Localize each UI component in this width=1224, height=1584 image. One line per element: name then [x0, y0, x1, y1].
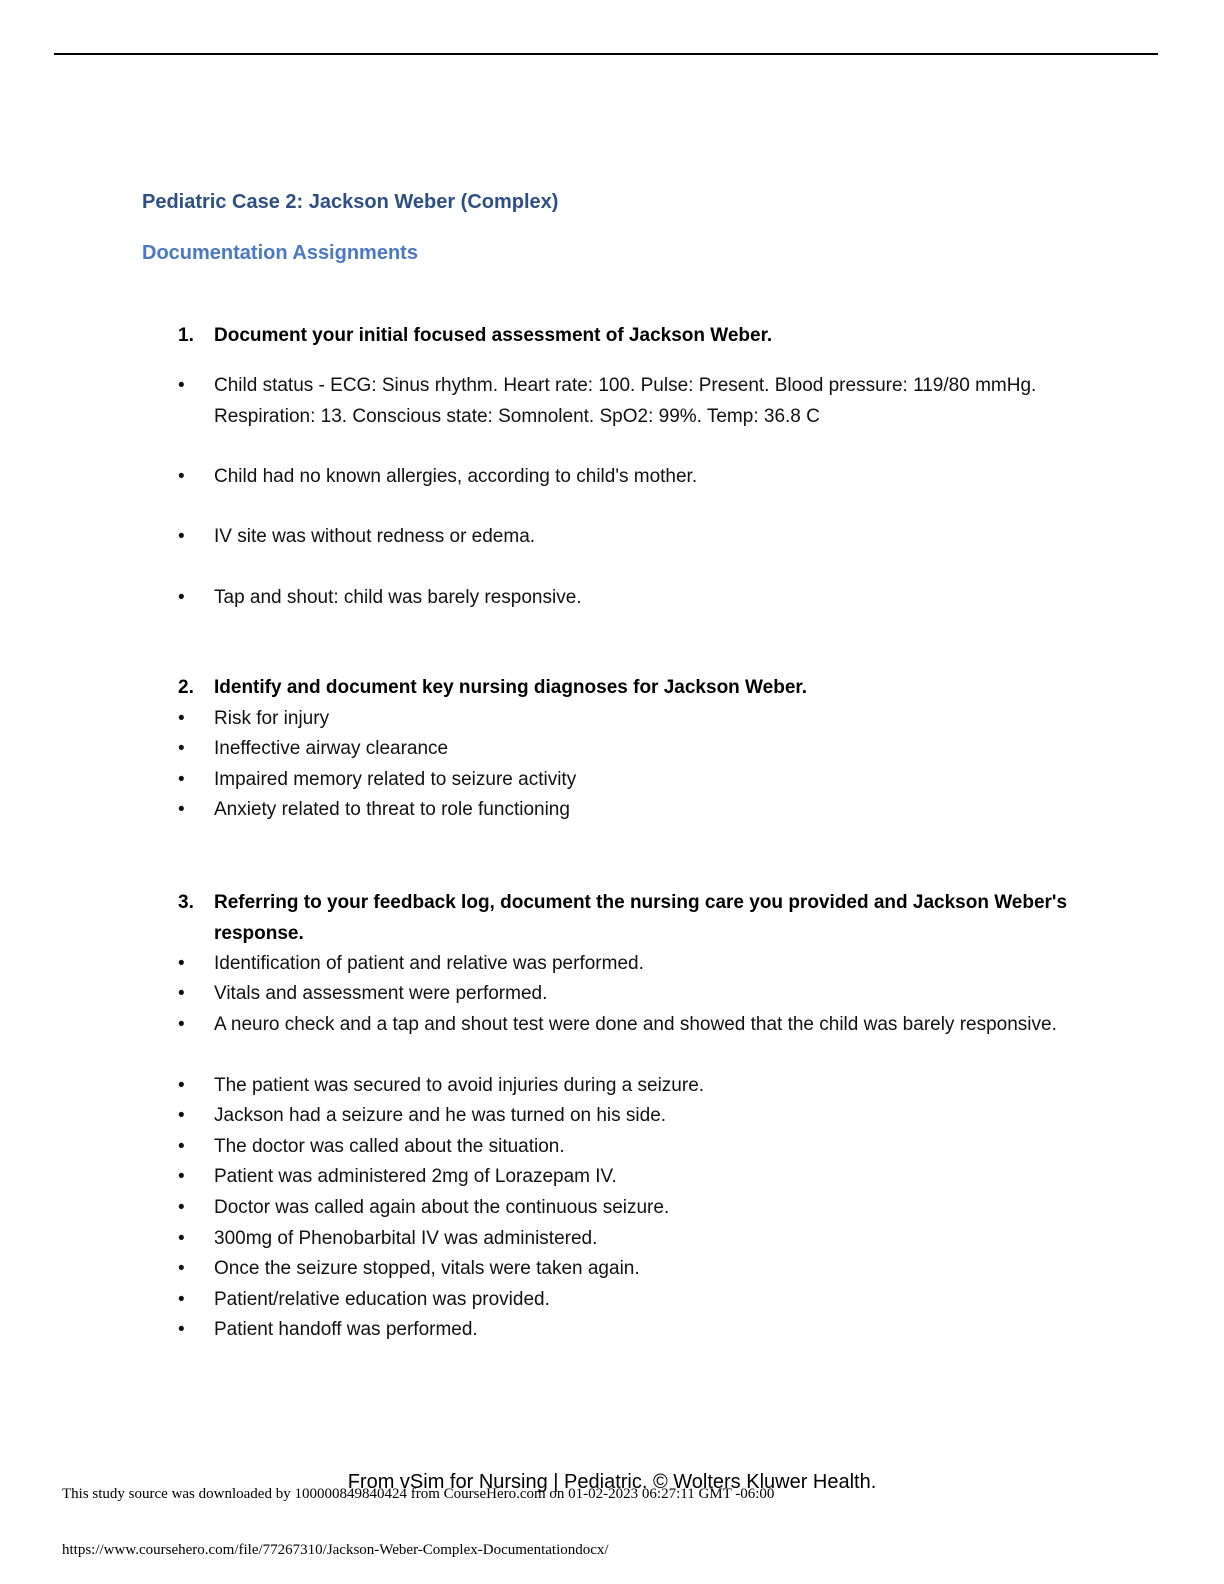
list-item: • The patient was secured to avoid injuries during a seizure. — [178, 1070, 1078, 1101]
bullet-icon: • — [178, 375, 185, 396]
question-number: 1. — [178, 325, 194, 346]
bullet-icon: • — [178, 953, 185, 974]
bullet-icon: • — [178, 587, 185, 608]
list-item: • Child had no known allergies, according to child's mother. — [178, 461, 1078, 492]
page-subtitle: Documentation Assignments — [142, 242, 418, 264]
header-rule — [54, 53, 1158, 55]
bullet-icon: • — [178, 799, 185, 820]
bullet-icon: • — [178, 1166, 185, 1187]
list-item: • Jackson had a seizure and he was turned on his side. — [178, 1100, 1078, 1131]
list-item: • Ineffective airway clearance — [178, 733, 1078, 764]
bullet-icon: • — [178, 738, 185, 759]
bullet-icon: • — [178, 983, 185, 1004]
question-1 — [178, 320, 1078, 351]
page-title: Pediatric Case 2: Jackson Weber (Complex) — [142, 191, 559, 213]
list-item: • Impaired memory related to seizure activity — [178, 764, 1078, 795]
bullet-icon: • — [178, 1228, 185, 1249]
bullet-icon: • — [178, 769, 185, 790]
list-item: • Risk for injury — [178, 703, 1078, 734]
list-item: • Doctor was called again about the continuous seizure. — [178, 1192, 1078, 1223]
footer-credit: From vSim for Nursing | Pediatric. © Wolters Kluwer Health. — [347, 1471, 877, 1493]
list-item: • Tap and shout: child was barely responsive. — [178, 582, 1078, 613]
question-text: Referring to your feedback log, document the nursing care you provided and Jackson Weber's response. — [214, 892, 1068, 944]
question-2 — [178, 672, 1078, 703]
bullet-icon: • — [178, 1289, 185, 1310]
question-text: Identify and document key nursing diagnoses for Jackson Weber. — [214, 677, 808, 698]
question-text: Document your initial focused assessment of Jackson Weber. — [214, 325, 773, 346]
question-3 — [178, 887, 1078, 949]
list-item: • The doctor was called about the situation. — [178, 1131, 1078, 1162]
list-item: • A neuro check and a tap and shout test were done and showed that the child was barely responsive. — [178, 1009, 1078, 1040]
bullet-icon: • — [178, 1014, 185, 1035]
list-item: • Patient/relative education was provided. — [178, 1284, 1078, 1315]
list-item: • 300mg of Phenobarbital IV was administered. — [178, 1223, 1078, 1254]
question-number: 3. — [178, 892, 194, 913]
list-item: • Identification of patient and relative was performed. — [178, 948, 1078, 979]
list-item: • IV site was without redness or edema. — [178, 521, 1078, 552]
bullet-icon: • — [178, 708, 185, 729]
question-number: 2. — [178, 677, 194, 698]
download-watermark: This study source was downloaded by 100000849840424 from CourseHero.com on 01-02-2023 06:27:11 GMT -06:00 — [62, 1486, 775, 1502]
list-item: • Patient was administered 2mg of Lorazepam IV. — [178, 1161, 1078, 1192]
bullet-icon: • — [178, 1197, 185, 1218]
list-item: • Once the seizure stopped, vitals were taken again. — [178, 1253, 1078, 1284]
bullet-icon: • — [178, 1258, 185, 1279]
bullet-icon: • — [178, 1105, 185, 1126]
list-item: • Anxiety related to threat to role functioning — [178, 794, 1078, 825]
bullet-icon: • — [178, 526, 185, 547]
source-url: https://www.coursehero.com/file/77267310/Jackson-Weber-Complex-Documentationdocx/ — [62, 1542, 609, 1558]
bullet-icon: • — [178, 1075, 185, 1096]
bullet-icon: • — [178, 1319, 185, 1340]
list-item: • Vitals and assessment were performed. — [178, 978, 1078, 1009]
bullet-icon: • — [178, 1136, 185, 1157]
list-item: • Child status - ECG: Sinus rhythm. Heart rate: 100. Pulse: Present. Blood pressure: 119/80 mmHg. Respiration: 13. Conscious state: Somnolent. SpO2: 99%. Temp: 36.8 C — [178, 370, 1078, 432]
list-item: • Patient handoff was performed. — [178, 1314, 1078, 1345]
bullet-icon: • — [178, 466, 185, 487]
